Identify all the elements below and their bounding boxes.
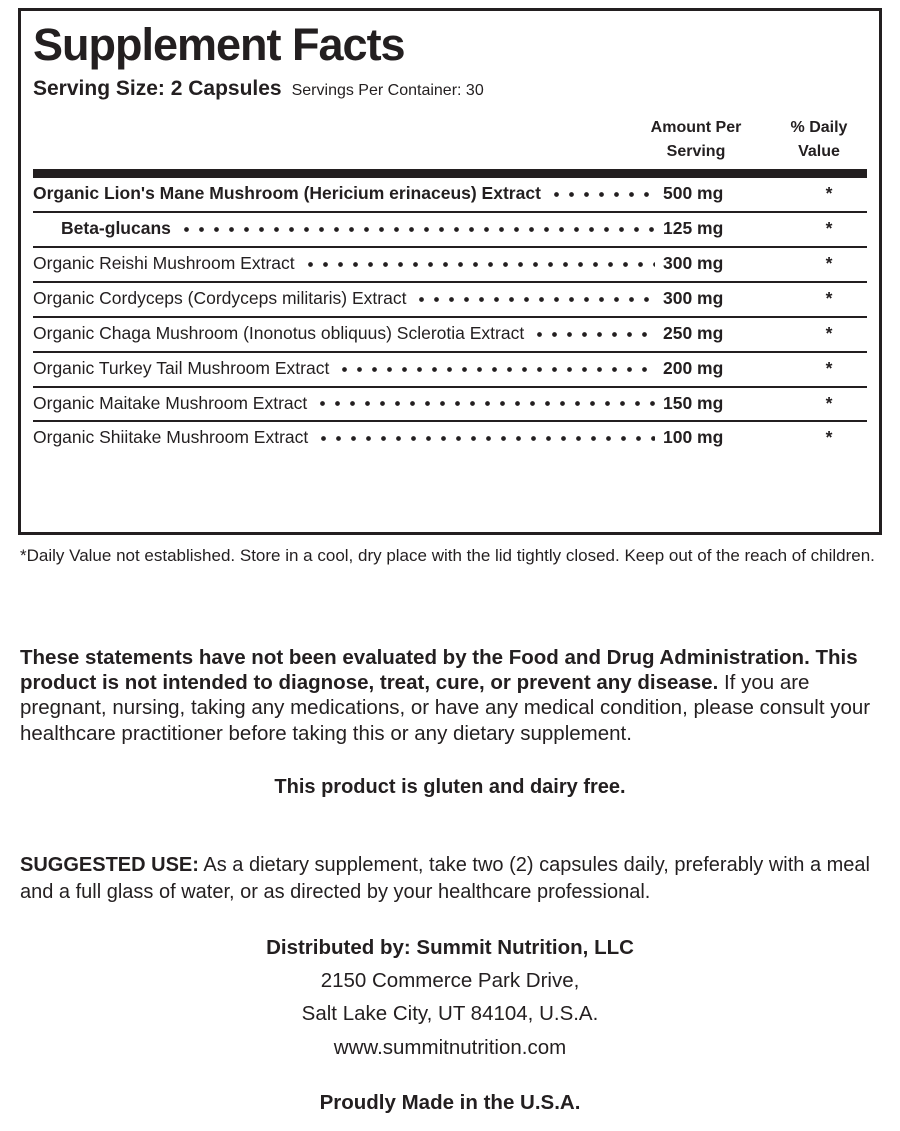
column-headers: [33, 116, 867, 164]
dot-leaders: [316, 427, 655, 449]
dot-leaders: [179, 218, 655, 240]
ingredient-name: Beta-glucans: [61, 218, 171, 239]
table-row: [33, 422, 867, 455]
ingredient-daily-value: *: [825, 357, 833, 378]
quality-claim-line: This product is gluten and dairy free.: [274, 776, 626, 798]
table-row: [33, 248, 867, 283]
table-row: [33, 283, 867, 318]
table-row: [33, 213, 867, 248]
table-row: [33, 388, 867, 423]
dot-leaders: [315, 393, 655, 415]
servings-per-container: Servings Per Container: 30: [291, 82, 484, 100]
ingredient-name: Organic Chaga Mushroom (Inonotus obliquus) Sclerotia Extract: [33, 322, 525, 343]
ingredient-daily-value: *: [825, 322, 833, 343]
dv-header-line1: % Daily: [790, 119, 848, 137]
ingredient-daily-value: *: [825, 427, 833, 448]
amount-header-line2: Serving: [666, 143, 726, 161]
ingredient-name: Organic Lion's Mane Mushroom (Hericium erinaceus) Extract: [33, 183, 541, 204]
ingredient-name: Organic Shiitake Mushroom Extract: [33, 427, 309, 448]
fda-disclaimer-paragraph: [20, 645, 876, 747]
table-row: [33, 178, 867, 213]
distributor-street: 2150 Commerce Park Drive,: [320, 969, 580, 993]
distributor-block: [0, 931, 900, 1064]
ingredient-amount: 100 mg: [663, 427, 724, 448]
ingredient-daily-value: *: [825, 253, 833, 273]
ingredient-daily-value: *: [825, 218, 833, 239]
table-row: [33, 318, 867, 353]
ingredient-name: Organic Maitake Mushroom Extract: [33, 392, 308, 413]
ingredient-amount: 250 mg: [663, 322, 724, 343]
origin-line: Proudly Made in the U.S.A.: [319, 1091, 581, 1114]
serving-size: Serving Size: 2 Capsules: [33, 77, 282, 101]
suggested-use-text: As a dietary supplement, take two (2) capsules daily, preferably with a meal and a full glass of water, or as directed by your healthcare professional.: [20, 854, 870, 903]
consult-warning-text: If you are pregnant, nursing, taking any medications, or have any medical condition, please consult your healthcare practitioner before taking this or any dietary supplement.: [20, 670, 871, 745]
distributor-city: Salt Lake City, UT 84104, U.S.A.: [301, 1002, 599, 1026]
suggested-use-paragraph: [20, 852, 878, 906]
dot-leaders: [549, 183, 655, 205]
dv-header-line2: Value: [798, 143, 840, 161]
ingredient-amount: 300 mg: [663, 253, 724, 273]
amount-header-line1: Amount Per: [650, 119, 742, 137]
serving-info-row: [33, 77, 867, 101]
ingredient-amount: 200 mg: [663, 357, 724, 378]
dot-leaders: [303, 253, 655, 275]
supplement-facts-panel: [18, 8, 882, 535]
ingredient-daily-value: *: [825, 183, 833, 204]
ingredient-amount: 500 mg: [663, 183, 724, 204]
ingredient-amount: 300 mg: [663, 287, 724, 308]
ingredient-amount: 150 mg: [663, 392, 724, 413]
distributor-website: www.summitnutrition.com: [333, 1035, 567, 1059]
suggested-use-lead: SUGGESTED USE:: [20, 854, 199, 876]
dot-leaders: [532, 323, 655, 345]
dot-leaders: [337, 358, 655, 380]
ingredient-amount: 125 mg: [663, 218, 724, 239]
daily-value-header: [771, 116, 867, 164]
panel-title: Supplement Facts: [33, 19, 405, 70]
dot-leaders: [414, 288, 655, 310]
fda-disclaimer-bold: These statements have not been evaluated by the Food and Drug Administration. This product is not intended to diagnose, treat, cure, or prevent any disease.: [20, 645, 858, 694]
ingredient-daily-value: *: [825, 392, 833, 413]
ingredient-name: Organic Reishi Mushroom Extract: [33, 253, 295, 273]
ingredient-name: Organic Turkey Tail Mushroom Extract: [33, 357, 330, 378]
ingredient-daily-value: *: [825, 287, 833, 308]
thick-divider: [33, 169, 867, 178]
ingredient-name: Organic Cordyceps (Cordyceps militaris) Extract: [33, 287, 407, 308]
table-row: [33, 353, 867, 388]
distributor-name: Distributed by: Summit Nutrition, LLC: [266, 936, 634, 959]
ingredient-table: [33, 178, 867, 455]
panel-footnote: *Daily Value not established. Store in a cool, dry place with the lid tightly closed. Keep out of the reach of children.: [20, 546, 875, 565]
amount-per-serving-header: [621, 116, 771, 164]
